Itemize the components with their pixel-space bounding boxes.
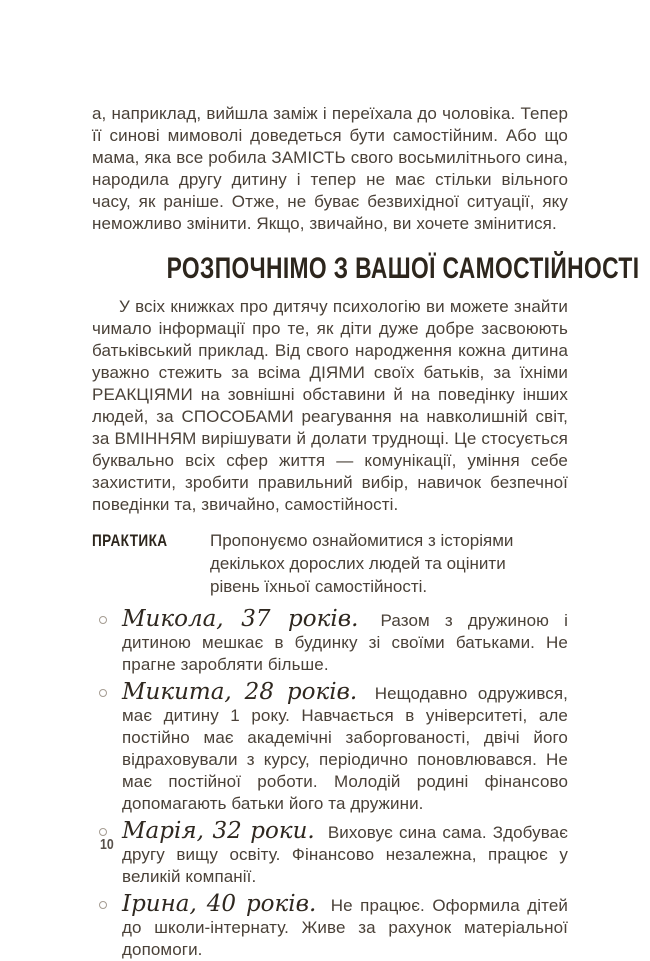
person-description: Нещодавно одружився, має дитину 1 року. Навчається в університеті, але постійно має академічні заборгованості, двічі його відраховували з курсу, періодично поновлювався. Не має постійної роботи. Молодій родині фінансово допомагають батьки його та дружини. — [122, 684, 568, 813]
list-item-person-iryna — [92, 891, 568, 961]
list-item-person-maria — [92, 818, 568, 888]
practice-label-column — [92, 529, 210, 598]
bullet-circle-icon — [99, 901, 107, 909]
person-description: Разом з дружиною і дитиною мешкає в будинку зі своїми батьками. Не прагне заробляти більше. — [122, 611, 568, 674]
bullet-circle-icon — [99, 689, 107, 697]
practice-text: Пропонуємо ознайомитися з історіями декількох дорослих людей та оцінити рівень їхньої самостійності. — [210, 531, 514, 596]
person-name: Марія, 32 роки. — [122, 818, 315, 844]
section-heading-text: РОЗПОЧНІМО З ВАШОЇ САМОСТІЙНОСТІ — [166, 252, 640, 285]
page-number: 10 — [100, 837, 114, 853]
person-name: Микита, 28 років. — [122, 679, 358, 705]
person-description: Виховує сина сама. Здобуває другу вищу освіту. Фінансово незалежна, працює у великій компанії. — [122, 823, 569, 886]
person-name: Микола, 37 років. — [122, 606, 359, 632]
paragraph-psychology: У всіх книжках про дитячу психологію ви можете знайти чимало інформації про те, як діти дуже добре засвоюють батьківський приклад. Від свого народження кожна дитина уважно стежить за всіма ДІЯМИ своїх батьків, за їхніми РЕАКЦІЯМИ на зовнішні обставини й на поведінку інших людей, за СПОСОБАМИ реагування на навколишній світ, за ВМІННЯМ вирішувати й долати труднощі. Це стосується буквально всіх сфер життя — комунікації, уміння себе захистити, зробити правильний вибір, навичок безпечної поведінки та, звичайно, самостійності. — [92, 297, 568, 514]
people-list — [92, 606, 568, 961]
person-name: Ірина, 40 років. — [122, 891, 317, 917]
list-item-person-mykyta — [92, 679, 568, 815]
person-description: Не працює. Оформила дітей до школи-інтернату. Живе за рахунок матеріальної допомоги. — [122, 896, 568, 959]
section-heading — [92, 250, 640, 286]
practice-block — [92, 529, 568, 598]
list-item-person-mykola — [92, 606, 568, 676]
bullet-circle-icon — [99, 616, 107, 624]
paragraph-intro: а, наприклад, вийшла заміж і переїхала до чоловіка. Тепер її синові мимоволі доведеться бути самостійним. Або що мама, яка все робила ЗАМІСТЬ свого восьмилітнього сина, народила другу дитину і тепер не має стільки вільного часу, як раніше. Отже, не буває безвихідної ситуації, яку неможливо змінити. Якщо, звичайно, ви хочете змінитися. — [92, 104, 568, 233]
bullet-circle-icon — [99, 828, 107, 836]
practice-label: ПРАКТИКА — [92, 531, 168, 550]
